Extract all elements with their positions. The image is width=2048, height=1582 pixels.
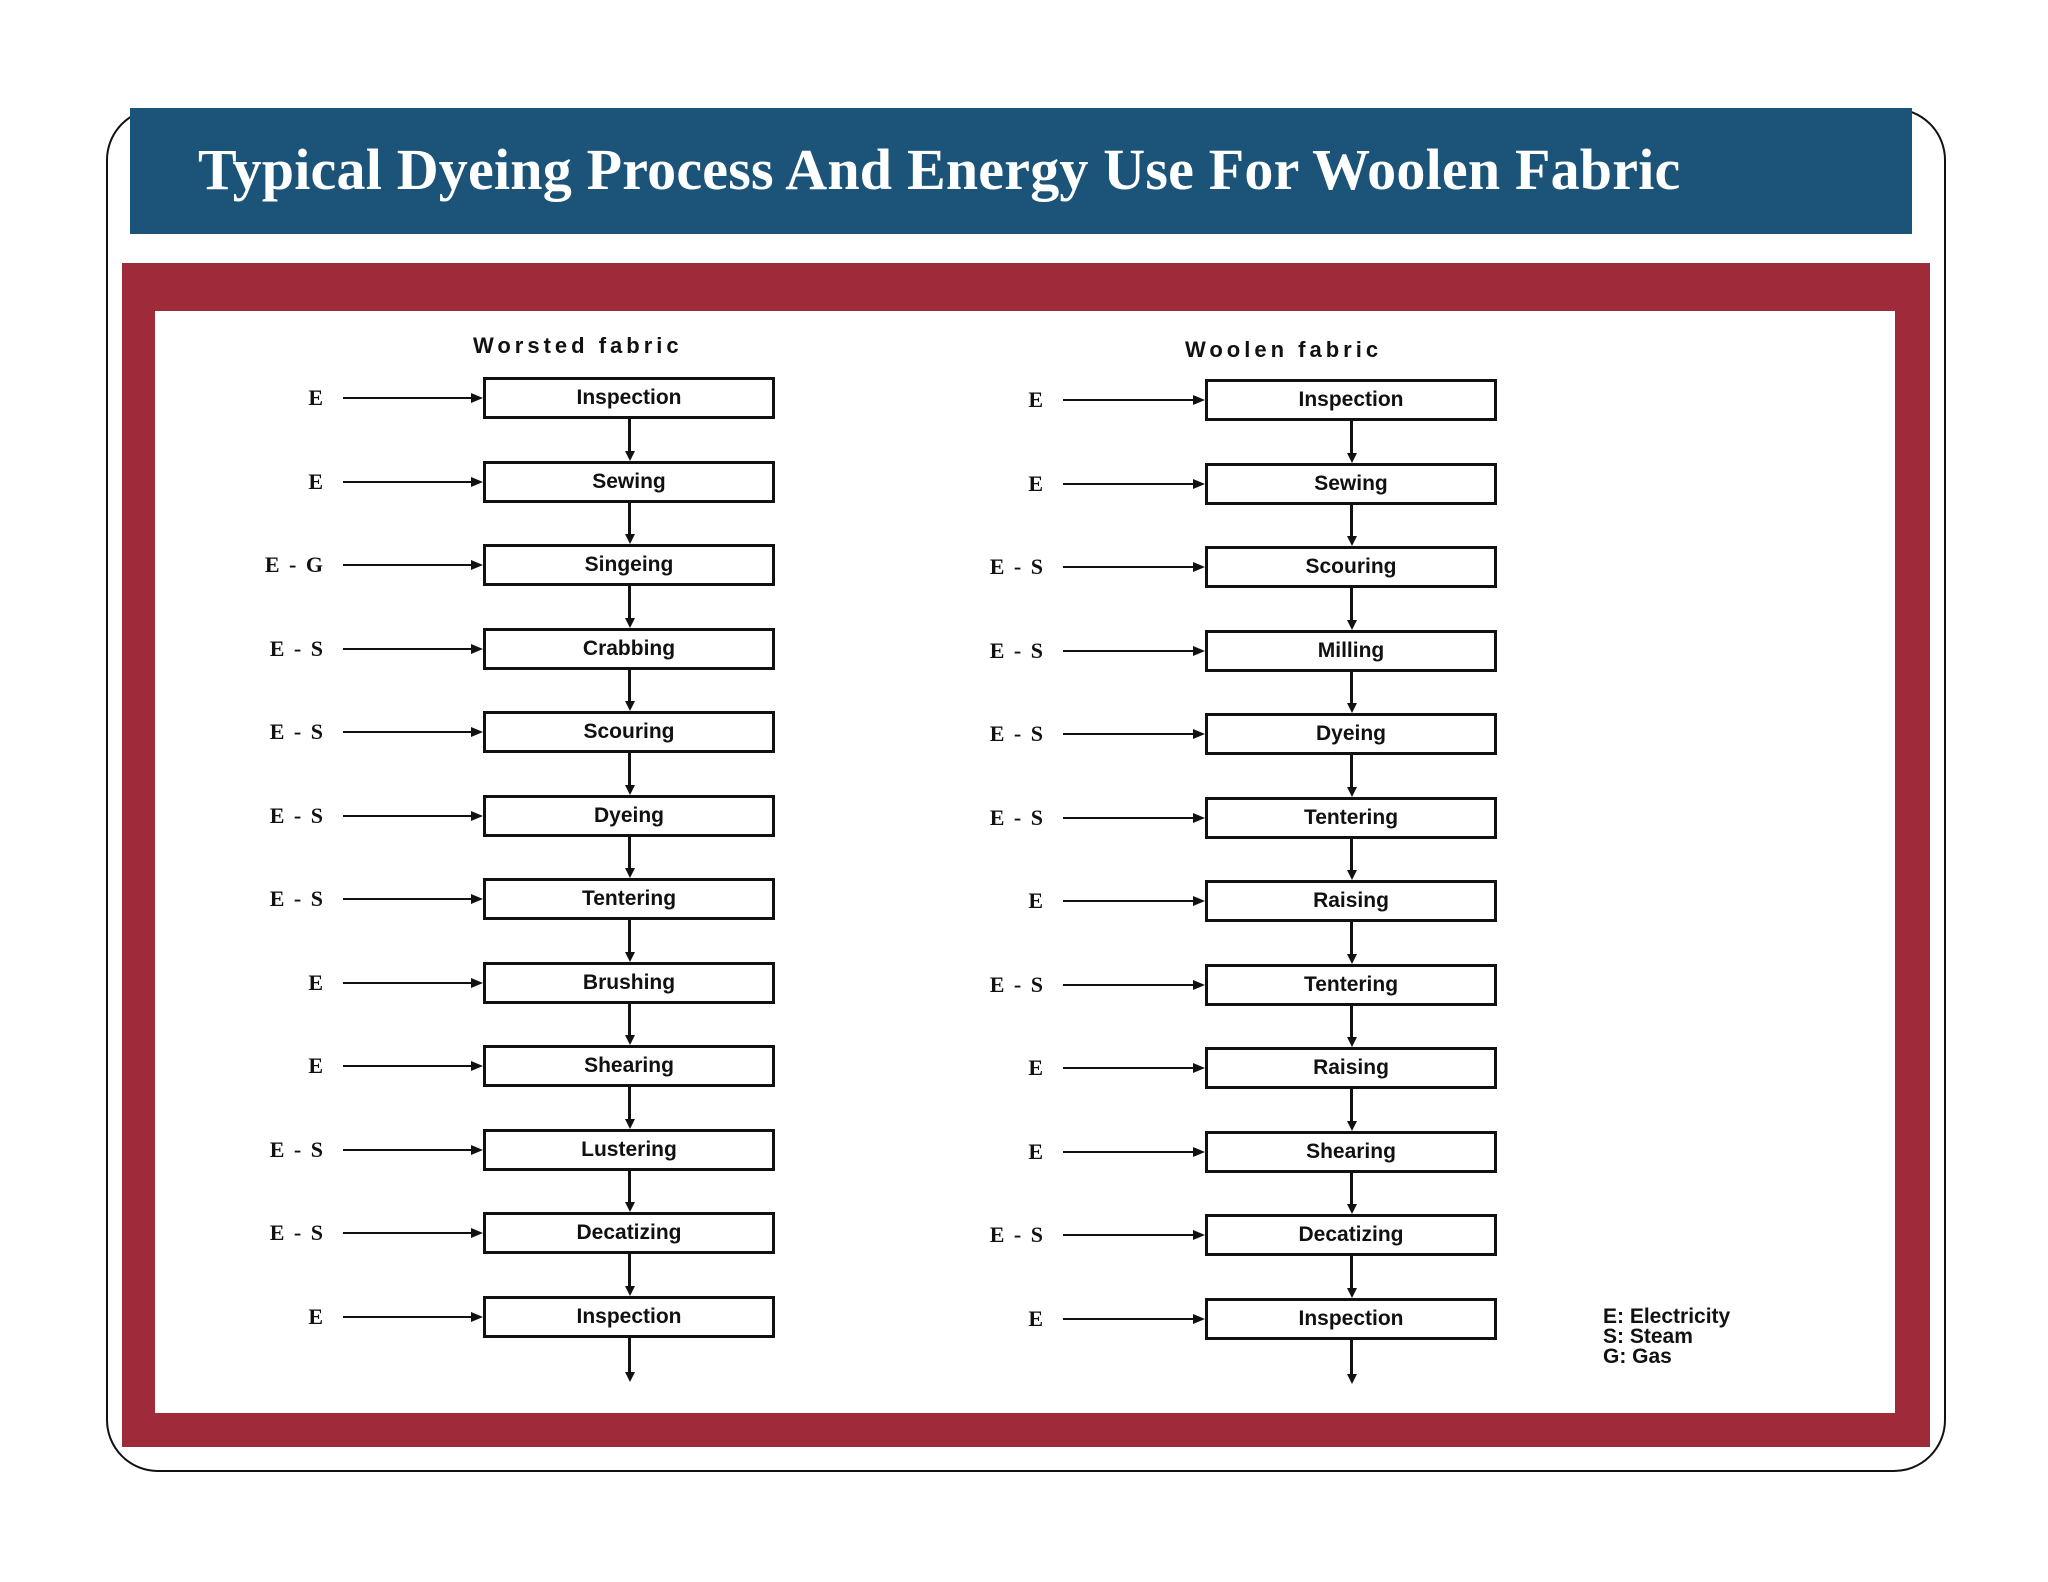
worsted-arrow-down bbox=[625, 1035, 635, 1045]
worsted-column-heading: Worsted fabric bbox=[473, 333, 683, 358]
worsted-energy-connector bbox=[343, 1316, 473, 1318]
worsted-step-box: Brushing bbox=[483, 962, 775, 1004]
worsted-arrow-down bbox=[625, 1119, 635, 1129]
woolen-flow-connector bbox=[1350, 588, 1353, 622]
worsted-flow-connector bbox=[628, 1338, 631, 1374]
woolen-energy-label: E bbox=[1028, 387, 1045, 412]
woolen-arrow-down bbox=[1347, 1374, 1357, 1384]
worsted-energy-label: E - S bbox=[269, 1220, 325, 1245]
worsted-arrow-down bbox=[625, 1286, 635, 1296]
worsted-energy-label: E - S bbox=[269, 886, 325, 911]
woolen-energy-label: E bbox=[1028, 1055, 1045, 1080]
woolen-energy-connector bbox=[1063, 817, 1195, 819]
worsted-arrow-down bbox=[625, 534, 635, 544]
woolen-column-heading: Woolen fabric bbox=[1185, 337, 1383, 362]
woolen-arrow-down bbox=[1347, 620, 1357, 630]
woolen-arrow-down bbox=[1347, 703, 1357, 713]
worsted-energy-connector bbox=[343, 564, 473, 566]
woolen-flow-connector bbox=[1350, 505, 1353, 538]
woolen-arrow-down bbox=[1347, 1037, 1357, 1047]
woolen-energy-label: E bbox=[1028, 888, 1045, 913]
worsted-arrow-down bbox=[625, 1202, 635, 1212]
worsted-arrow-down bbox=[625, 618, 635, 628]
woolen-flow-connector bbox=[1350, 1089, 1353, 1123]
worsted-flow-connector bbox=[628, 1087, 631, 1121]
woolen-arrow-right bbox=[1193, 896, 1205, 906]
legend-electricity: E: Electricity bbox=[1603, 1305, 1731, 1328]
woolen-energy-connector bbox=[1063, 650, 1195, 652]
worsted-energy-connector bbox=[343, 898, 473, 900]
worsted-arrow-right bbox=[471, 978, 483, 988]
worsted-arrow-right bbox=[471, 894, 483, 904]
woolen-energy-label: E - S bbox=[989, 1222, 1045, 1247]
woolen-energy-connector bbox=[1063, 733, 1195, 735]
woolen-energy-connector bbox=[1063, 1318, 1195, 1320]
woolen-step-box: Raising bbox=[1205, 1047, 1497, 1089]
worsted-arrow-right bbox=[471, 1228, 483, 1238]
woolen-flow-connector bbox=[1350, 839, 1353, 872]
woolen-arrow-right bbox=[1193, 813, 1205, 823]
woolen-flow-connector bbox=[1350, 755, 1353, 789]
worsted-flow-connector bbox=[628, 419, 631, 453]
woolen-step-box: Milling bbox=[1205, 630, 1497, 672]
worsted-step-box: Tentering bbox=[483, 878, 775, 920]
worsted-flow-connector bbox=[628, 586, 631, 620]
woolen-arrow-right bbox=[1193, 562, 1205, 572]
woolen-step-box: Shearing bbox=[1205, 1131, 1497, 1173]
worsted-step-box: Inspection bbox=[483, 1296, 775, 1338]
worsted-flow-connector bbox=[628, 670, 631, 703]
woolen-step-box: Tentering bbox=[1205, 797, 1497, 839]
worsted-arrow-right bbox=[471, 393, 483, 403]
woolen-energy-connector bbox=[1063, 566, 1195, 568]
woolen-arrow-down bbox=[1347, 787, 1357, 797]
woolen-energy-connector bbox=[1063, 984, 1195, 986]
woolen-arrow-right bbox=[1193, 729, 1205, 739]
woolen-energy-label: E - S bbox=[989, 721, 1045, 746]
woolen-step-box: Dyeing bbox=[1205, 713, 1497, 755]
woolen-energy-connector bbox=[1063, 399, 1195, 401]
woolen-flow-connector bbox=[1350, 1340, 1353, 1376]
worsted-arrow-right bbox=[471, 644, 483, 654]
woolen-energy-label: E bbox=[1028, 1306, 1045, 1331]
worsted-arrow-right bbox=[471, 477, 483, 487]
woolen-step-box: Inspection bbox=[1205, 1298, 1497, 1340]
worsted-energy-label: E bbox=[308, 385, 325, 410]
woolen-arrow-down bbox=[1347, 954, 1357, 964]
worsted-arrow-down bbox=[625, 701, 635, 711]
worsted-energy-label: E - S bbox=[269, 1137, 325, 1162]
worsted-energy-label: E bbox=[308, 1304, 325, 1329]
worsted-arrow-right bbox=[471, 560, 483, 570]
woolen-energy-label: E - S bbox=[989, 805, 1045, 830]
worsted-energy-connector bbox=[343, 481, 473, 483]
worsted-step-box: Sewing bbox=[483, 461, 775, 503]
woolen-arrow-down bbox=[1347, 870, 1357, 880]
worsted-energy-connector bbox=[343, 815, 473, 817]
worsted-arrow-down bbox=[625, 868, 635, 878]
woolen-energy-label: E bbox=[1028, 471, 1045, 496]
worsted-energy-label: E bbox=[308, 970, 325, 995]
woolen-arrow-right bbox=[1193, 395, 1205, 405]
worsted-arrow-right bbox=[471, 1312, 483, 1322]
woolen-flow-connector bbox=[1350, 672, 1353, 705]
worsted-step-box: Inspection bbox=[483, 377, 775, 419]
woolen-step-box: Raising bbox=[1205, 880, 1497, 922]
woolen-energy-connector bbox=[1063, 483, 1195, 485]
worsted-arrow-down bbox=[625, 785, 635, 795]
woolen-energy-label: E bbox=[1028, 1139, 1045, 1164]
title-bar bbox=[130, 108, 1912, 234]
worsted-flow-connector bbox=[628, 837, 631, 870]
worsted-arrow-right bbox=[471, 727, 483, 737]
energy-legend bbox=[1603, 1307, 1730, 1367]
worsted-energy-connector bbox=[343, 1065, 473, 1067]
woolen-arrow-right bbox=[1193, 980, 1205, 990]
woolen-flow-connector bbox=[1350, 1006, 1353, 1039]
woolen-step-box: Tentering bbox=[1205, 964, 1497, 1006]
worsted-energy-label: E - S bbox=[269, 636, 325, 661]
worsted-energy-connector bbox=[343, 397, 473, 399]
woolen-arrow-right bbox=[1193, 1063, 1205, 1073]
worsted-energy-label: E - S bbox=[269, 719, 325, 744]
worsted-step-box: Dyeing bbox=[483, 795, 775, 837]
worsted-arrow-right bbox=[471, 1145, 483, 1155]
woolen-arrow-down bbox=[1347, 1288, 1357, 1298]
worsted-step-box: Crabbing bbox=[483, 628, 775, 670]
worsted-energy-label: E - G bbox=[264, 552, 325, 577]
worsted-arrow-down bbox=[625, 451, 635, 461]
woolen-flow-connector bbox=[1350, 1173, 1353, 1206]
worsted-flow-connector bbox=[628, 753, 631, 787]
legend-gas: G: Gas bbox=[1603, 1345, 1672, 1368]
worsted-flow-connector bbox=[628, 920, 631, 954]
worsted-arrow-right bbox=[471, 1061, 483, 1071]
woolen-flow-connector bbox=[1350, 922, 1353, 956]
woolen-step-box: Decatizing bbox=[1205, 1214, 1497, 1256]
worsted-arrow-down bbox=[625, 952, 635, 962]
woolen-energy-connector bbox=[1063, 900, 1195, 902]
woolen-energy-connector bbox=[1063, 1151, 1195, 1153]
woolen-arrow-down bbox=[1347, 1121, 1357, 1131]
woolen-arrow-right bbox=[1193, 479, 1205, 489]
worsted-energy-connector bbox=[343, 1149, 473, 1151]
woolen-arrow-down bbox=[1347, 536, 1357, 546]
woolen-flow-connector bbox=[1350, 1256, 1353, 1290]
worsted-step-box: Scouring bbox=[483, 711, 775, 753]
worsted-step-box: Decatizing bbox=[483, 1212, 775, 1254]
worsted-energy-connector bbox=[343, 731, 473, 733]
worsted-energy-connector bbox=[343, 648, 473, 650]
worsted-flow-connector bbox=[628, 1004, 631, 1037]
worsted-flow-connector bbox=[628, 1171, 631, 1204]
worsted-energy-label: E - S bbox=[269, 803, 325, 828]
woolen-step-box: Sewing bbox=[1205, 463, 1497, 505]
woolen-energy-label: E - S bbox=[989, 972, 1045, 997]
woolen-arrow-right bbox=[1193, 1147, 1205, 1157]
slide-title: Typical Dyeing Process And Energy Use For Woolen Fabric bbox=[198, 137, 1681, 202]
woolen-arrow-right bbox=[1193, 1314, 1205, 1324]
woolen-flow-connector bbox=[1350, 421, 1353, 455]
woolen-arrow-right bbox=[1193, 646, 1205, 656]
legend-steam: S: Steam bbox=[1603, 1325, 1693, 1348]
flowchart-diagram bbox=[155, 311, 1895, 1413]
woolen-step-box: Scouring bbox=[1205, 546, 1497, 588]
woolen-arrow-down bbox=[1347, 453, 1357, 463]
worsted-arrow-down bbox=[625, 1372, 635, 1382]
worsted-step-box: Shearing bbox=[483, 1045, 775, 1087]
worsted-flow-connector bbox=[628, 1254, 631, 1288]
woolen-energy-label: E - S bbox=[989, 638, 1045, 663]
worsted-energy-label: E bbox=[308, 1053, 325, 1078]
worsted-arrow-right bbox=[471, 811, 483, 821]
woolen-step-box: Inspection bbox=[1205, 379, 1497, 421]
worsted-energy-connector bbox=[343, 982, 473, 984]
worsted-step-box: Lustering bbox=[483, 1129, 775, 1171]
worsted-energy-connector bbox=[343, 1232, 473, 1234]
woolen-energy-connector bbox=[1063, 1067, 1195, 1069]
woolen-energy-connector bbox=[1063, 1234, 1195, 1236]
worsted-flow-connector bbox=[628, 503, 631, 536]
worsted-energy-label: E bbox=[308, 469, 325, 494]
woolen-arrow-right bbox=[1193, 1230, 1205, 1240]
woolen-energy-label: E - S bbox=[989, 554, 1045, 579]
woolen-arrow-down bbox=[1347, 1204, 1357, 1214]
worsted-step-box: Singeing bbox=[483, 544, 775, 586]
